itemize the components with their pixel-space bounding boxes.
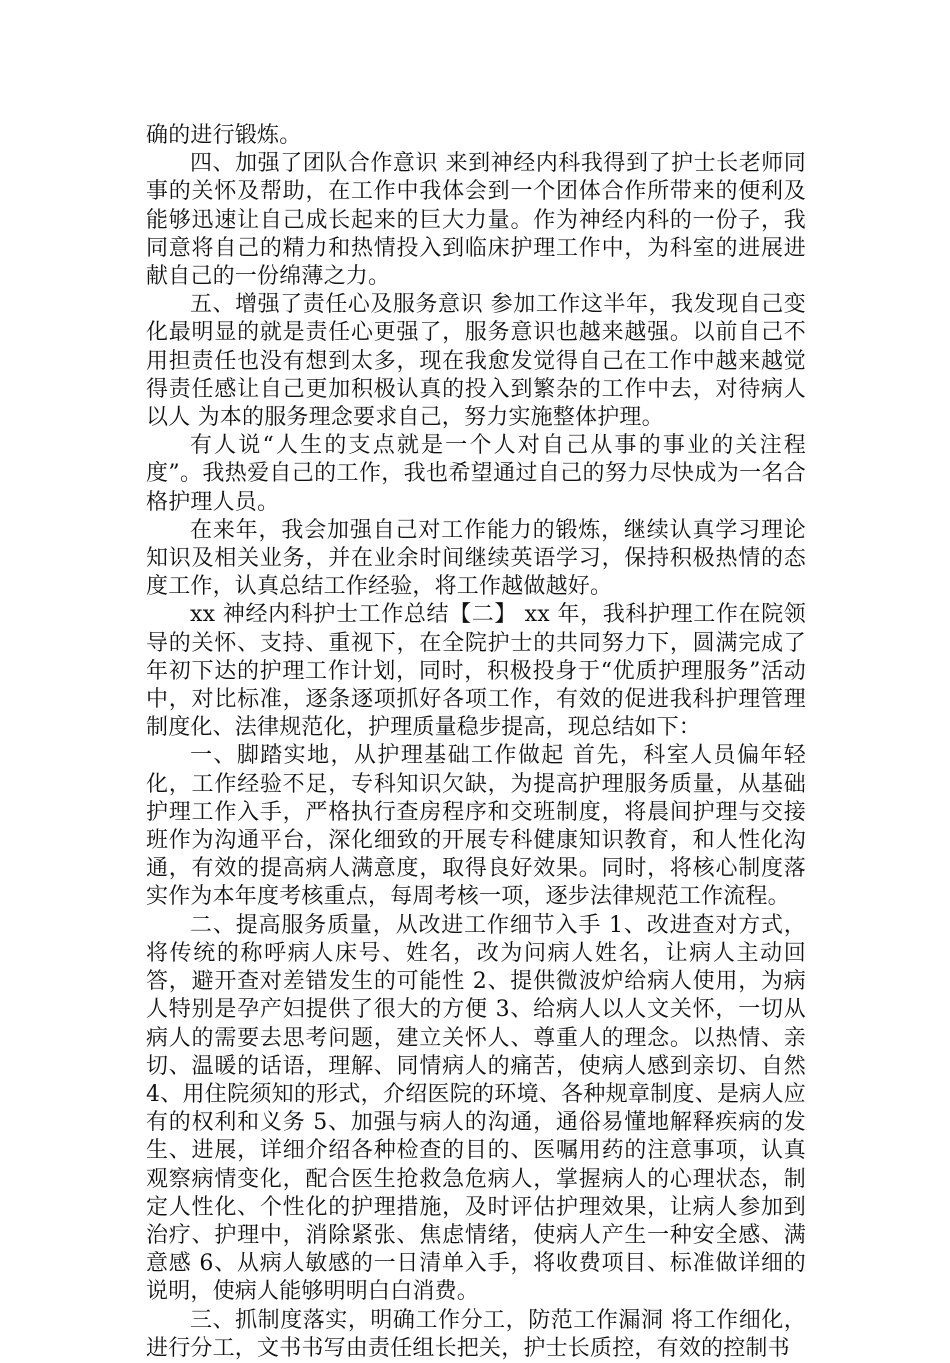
paragraph-7: 一、脚踏实地，从护理基础工作做起 首先，科室人员偏年轻化，工作经验不足，专科知识欠缺，为提高护理服务质量，从基础护理工作入手，严格执行查房程序和交班制度，将晨间护理与交接班作为沟通平台，深化细致的开展专科健康知识教育，和人性化沟通，有效的提高病人满意度，取得良好效果。同时，将核心制度落实作为本年度考核重点，每周考核一项，逐步法律规范工作流程。 (146, 743, 806, 910)
paragraph-3: 五、增强了责任心及服务意识 参加工作这半年，我发现自己变化最明显的就是责任心更强了，服务意识也越来越强。以前自己不用担责任也没有想到太多，现在我愈发觉得自己在工作中越来越觉得责任感让自己更加积极认真的投入到繁杂的工作中去，对待病人以人 为本的服务理念要求自己，努力实施整体护理。 (146, 292, 806, 431)
paragraph-8: 二、提高服务质量，从改进工作细节入手 1、改进查对方式，将传统的称呼病人床号、姓名，改为问病人姓名，让病人主动回答，避开查对差错发生的可能性 2、提供微波炉给病人使用，为病人特别是孕产妇提供了很大的方便 3、给病人以人文关怀，一切从病人的需要去思考问题，建立关怀人、尊重人的理念。以热情、亲切、温暖的话语，理解、同情病人的痛苦，使病人感到亲切、自然 4、用住院须知的形式，介绍医院的环境、各种规章制度、是病人应有的权利和义务 5、加强与病人的沟通，通俗易懂地解释疾病的发生、进展，详细介绍各种检查的目的、医嘱用药的注意事项，认真观察病情变化，配合医生抢救急危病人，掌握病人的心理状态，制定人性化、个性化的护理措施，及时评估护理效果，让病人参加到治疗、护理中，消除紧张、焦虑情绪，使病人产生一种安全感、满意感 6、从病人敏感的一日清单入手，将收费项目、标准做详细的说明，使病人能够明明白白消费。 (146, 912, 814, 1305)
paragraph-4: 有人说“人生的支点就是一个人对自己从事的事业的关注程度”。我热爱自己的工作，我也希望通过自己的努力尽快成为一名合格护理人员。 (146, 433, 806, 515)
paragraph-2: 四、加强了团队合作意识 来到神经内科我得到了护士长老师同事的关怀及帮助，在工作中我体会到一个团体合作所带来的便利及能够迅速让自己成长起来的巨大力量。作为神经内科的一份子，我同意将自己的精力和热情投入到临床护理工作中，为科室的进展进献自己的一份绵薄之力。 (146, 151, 806, 290)
document-body (146, 122, 814, 1363)
paragraph-1: 确的进行锻炼。 (146, 123, 302, 148)
paragraph-5: 在来年，我会加强自己对工作能力的锻炼，继续认真学习理论知识及相关业务，并在业余时间继续英语学习，保持积极热情的态度工作，认真总结工作经验，将工作越做越好。 (146, 517, 806, 600)
paragraph-9: 三、抓制度落实，明确工作分工，防范工作漏洞 将工作细化，进行分工，文书书写由责任组长把关，护士长质控，有效的控制书 (146, 1307, 806, 1361)
paragraph-6: xx 神经内科护士工作总结【二】 xx 年，我科护理工作在院领导的关怀、支持、重视下，在全院护士的共同努力下，圆满完成了年初下达的护理工作计划，同时，积极投身于“优质护理服务”活动中，对比标准，逐条逐项抓好各项工作，有效的促进我科护理管理制度化、法律规范化，护理质量稳步提高，现总结如下： (146, 602, 806, 741)
